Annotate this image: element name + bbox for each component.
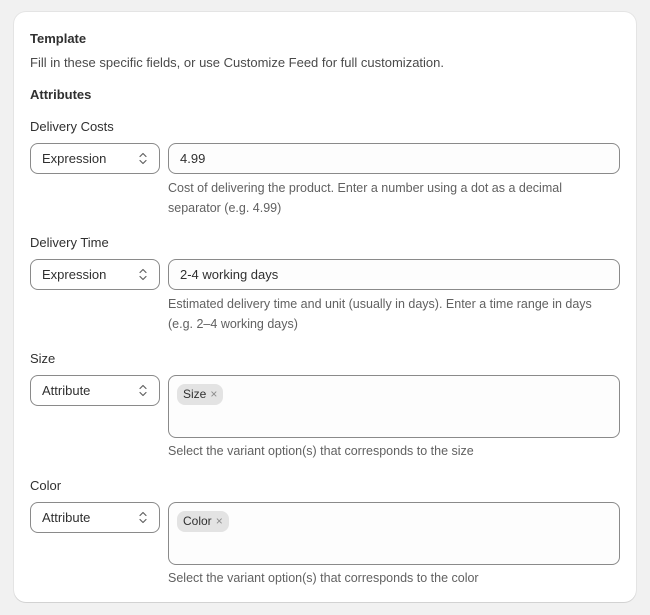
chevron-up-down-icon — [138, 383, 148, 398]
select-value: Expression — [42, 151, 107, 166]
color-help: Select the variant option(s) that corresponds to the color — [168, 571, 479, 585]
size-help: Select the variant option(s) that corresponds to the size — [168, 444, 474, 458]
tag-label: Color — [183, 514, 212, 528]
delivery-costs-input[interactable]: 4.99 — [168, 143, 620, 174]
field-size — [30, 351, 620, 458]
select-value: Attribute — [42, 383, 91, 398]
size-type-select[interactable] — [30, 375, 160, 406]
field-label: Color — [30, 478, 62, 493]
field-label: Delivery Time — [30, 235, 109, 250]
tag-label: Size — [183, 387, 207, 401]
field-label: Delivery Costs — [30, 119, 114, 134]
template-card — [14, 12, 636, 602]
field-delivery-time — [30, 235, 620, 331]
delivery-time-help: Estimated delivery time and unit (usually in days). Enter a time range in days (e.g. 2–4 working days) — [168, 297, 592, 331]
card-subtitle: Fill in these specific fields, or use Customize Feed for full customization. — [30, 55, 445, 70]
attributes-heading: Attributes — [30, 87, 92, 102]
card-title: Template — [30, 31, 87, 46]
remove-tag-icon[interactable]: × — [215, 514, 223, 528]
field-label: Size — [30, 351, 56, 366]
chevron-up-down-icon — [138, 510, 148, 525]
remove-tag-icon[interactable]: × — [210, 387, 218, 401]
select-value: Expression — [42, 267, 107, 282]
tag-chip — [177, 511, 229, 532]
color-tags-input[interactable] — [168, 502, 620, 565]
color-type-select[interactable] — [30, 502, 160, 533]
delivery-time-input[interactable]: 2-4 working days — [168, 259, 620, 290]
tag-chip — [177, 384, 223, 405]
chevron-up-down-icon — [138, 267, 148, 282]
select-value: Attribute — [42, 510, 91, 525]
field-delivery-costs — [30, 119, 620, 215]
size-tags-input[interactable] — [168, 375, 620, 438]
field-color — [30, 478, 620, 585]
delivery-time-type-select[interactable] — [30, 259, 160, 290]
chevron-up-down-icon — [138, 151, 148, 166]
delivery-costs-type-select[interactable] — [30, 143, 160, 174]
delivery-costs-help: Cost of delivering the product. Enter a number using a dot as a decimal separator (e.g. 4.99) — [168, 181, 562, 215]
